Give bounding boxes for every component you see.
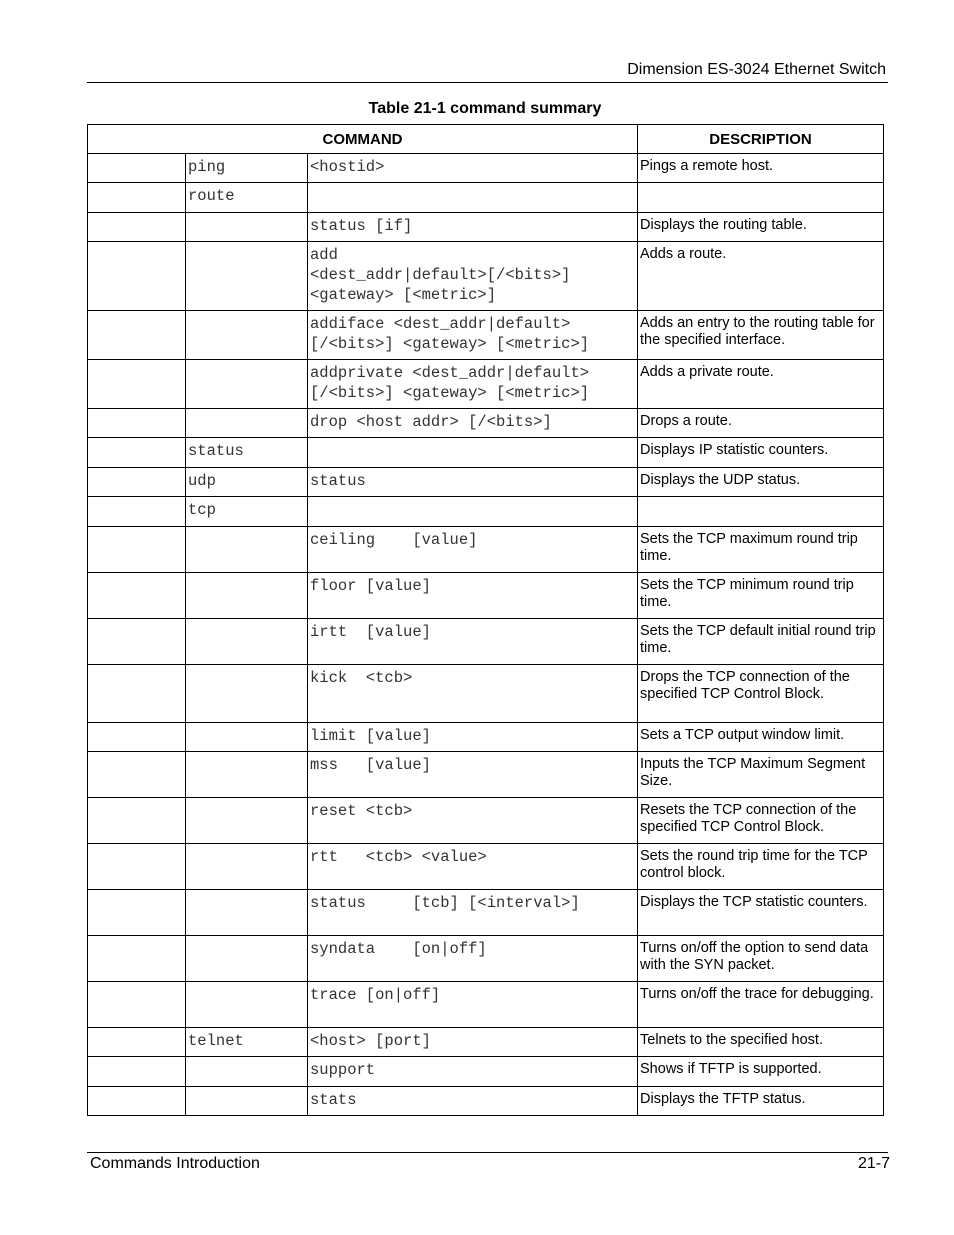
description-cell: Resets the TCP connection of the specified TCP Control Block. bbox=[638, 798, 884, 844]
description-cell: Sets the TCP default initial round trip time. bbox=[638, 619, 884, 665]
command-level-1-cell bbox=[88, 213, 186, 242]
description-cell: Drops the TCP connection of the specified TCP Control Block. bbox=[638, 665, 884, 723]
description-cell: Displays the UDP status. bbox=[638, 468, 884, 497]
table-row bbox=[88, 890, 884, 936]
description-cell: Turns on/off the trace for debugging. bbox=[638, 982, 884, 1028]
command-arguments-cell: addprivate <dest_addr|default> [/<bits>] <gateway> [<metric>] bbox=[308, 360, 638, 409]
command-level-2-cell bbox=[186, 936, 308, 982]
command-level-1-cell bbox=[88, 409, 186, 438]
command-arguments-cell: ceiling [value] bbox=[308, 527, 638, 573]
command-level-1-cell bbox=[88, 154, 186, 183]
description-cell: Adds a route. bbox=[638, 242, 884, 311]
description-cell: Inputs the TCP Maximum Segment Size. bbox=[638, 752, 884, 798]
description-cell: Sets a TCP output window limit. bbox=[638, 723, 884, 752]
table-row bbox=[88, 468, 884, 497]
command-arguments-cell: stats bbox=[308, 1087, 638, 1116]
command-arguments-cell: addiface <dest_addr|default> [/<bits>] <gateway> [<metric>] bbox=[308, 311, 638, 360]
command-level-2-cell bbox=[186, 723, 308, 752]
description-cell: Displays the TCP statistic counters. bbox=[638, 890, 884, 936]
command-arguments-cell: <host> [port] bbox=[308, 1028, 638, 1057]
table-row bbox=[88, 665, 884, 723]
description-cell bbox=[638, 497, 884, 527]
command-level-1-cell bbox=[88, 360, 186, 409]
table-header-row bbox=[88, 125, 884, 154]
command-arguments-cell: trace [on|off] bbox=[308, 982, 638, 1028]
description-cell: Shows if TFTP is supported. bbox=[638, 1057, 884, 1087]
command-arguments-cell: floor [value] bbox=[308, 573, 638, 619]
command-arguments-cell: limit [value] bbox=[308, 723, 638, 752]
command-arguments-cell: drop <host addr> [/<bits>] bbox=[308, 409, 638, 438]
command-level-2-cell bbox=[186, 311, 308, 360]
command-level-1-cell bbox=[88, 752, 186, 798]
description-cell: Adds an entry to the routing table for the specified interface. bbox=[638, 311, 884, 360]
command-level-1-cell bbox=[88, 468, 186, 497]
command-level-1-cell bbox=[88, 798, 186, 844]
command-arguments-cell: status [tcb] [<interval>] bbox=[308, 890, 638, 936]
command-level-2-cell: route bbox=[186, 183, 308, 213]
command-level-1-cell bbox=[88, 890, 186, 936]
command-level-2-cell bbox=[186, 242, 308, 311]
command-level-1-cell bbox=[88, 936, 186, 982]
command-level-2-cell: ping bbox=[186, 154, 308, 183]
command-level-2-cell bbox=[186, 573, 308, 619]
description-column-header: DESCRIPTION bbox=[638, 125, 884, 154]
table-row bbox=[88, 409, 884, 438]
command-level-1-cell bbox=[88, 1087, 186, 1116]
description-cell bbox=[638, 183, 884, 213]
command-level-1-cell bbox=[88, 723, 186, 752]
command-level-2-cell bbox=[186, 844, 308, 890]
command-level-1-cell bbox=[88, 183, 186, 213]
command-level-2-cell bbox=[186, 360, 308, 409]
table-row bbox=[88, 1057, 884, 1087]
command-level-2-cell bbox=[186, 619, 308, 665]
command-level-1-cell bbox=[88, 619, 186, 665]
description-cell: Sets the TCP minimum round trip time. bbox=[638, 573, 884, 619]
command-level-2-cell bbox=[186, 527, 308, 573]
command-level-2-cell: status bbox=[186, 438, 308, 468]
command-level-1-cell bbox=[88, 1057, 186, 1087]
footer-rule bbox=[87, 1152, 888, 1153]
command-arguments-cell: mss [value] bbox=[308, 752, 638, 798]
table-row bbox=[88, 497, 884, 527]
command-arguments-cell bbox=[308, 438, 638, 468]
description-cell: Telnets to the specified host. bbox=[638, 1028, 884, 1057]
command-level-2-cell bbox=[186, 409, 308, 438]
command-level-1-cell bbox=[88, 573, 186, 619]
table-row bbox=[88, 527, 884, 573]
table-row bbox=[88, 573, 884, 619]
table-row bbox=[88, 723, 884, 752]
command-level-2-cell: tcp bbox=[186, 497, 308, 527]
command-arguments-cell: support bbox=[308, 1057, 638, 1087]
table-row bbox=[88, 982, 884, 1028]
table-row bbox=[88, 1087, 884, 1116]
command-level-1-cell bbox=[88, 497, 186, 527]
command-level-1-cell bbox=[88, 665, 186, 723]
table-row bbox=[88, 438, 884, 468]
table-row bbox=[88, 154, 884, 183]
table-row bbox=[88, 752, 884, 798]
table-row bbox=[88, 213, 884, 242]
description-cell: Drops a route. bbox=[638, 409, 884, 438]
running-header: Dimension ES-3024 Ethernet Switch bbox=[627, 61, 886, 78]
command-level-2-cell bbox=[186, 890, 308, 936]
command-arguments-cell bbox=[308, 183, 638, 213]
command-arguments-cell bbox=[308, 497, 638, 527]
command-arguments-cell: <hostid> bbox=[308, 154, 638, 183]
table-caption: Table 21-1 command summary bbox=[368, 100, 602, 117]
command-arguments-cell: syndata [on|off] bbox=[308, 936, 638, 982]
description-cell: Pings a remote host. bbox=[638, 154, 884, 183]
command-arguments-cell: reset <tcb> bbox=[308, 798, 638, 844]
command-summary-table bbox=[87, 124, 884, 1116]
command-level-2-cell bbox=[186, 1057, 308, 1087]
command-level-1-cell bbox=[88, 844, 186, 890]
table-row bbox=[88, 619, 884, 665]
command-level-2-cell bbox=[186, 213, 308, 242]
description-cell: Adds a private route. bbox=[638, 360, 884, 409]
command-level-2-cell bbox=[186, 1087, 308, 1116]
footer-section-title: Commands Introduction bbox=[90, 1155, 260, 1172]
command-column-header: COMMAND bbox=[88, 125, 638, 154]
command-arguments-cell: kick <tcb> bbox=[308, 665, 638, 723]
table-row bbox=[88, 844, 884, 890]
command-level-1-cell bbox=[88, 438, 186, 468]
table-row bbox=[88, 242, 884, 311]
command-level-1-cell bbox=[88, 982, 186, 1028]
command-level-2-cell: udp bbox=[186, 468, 308, 497]
table-row bbox=[88, 311, 884, 360]
table-row bbox=[88, 360, 884, 409]
description-cell: Sets the TCP maximum round trip time. bbox=[638, 527, 884, 573]
table-row bbox=[88, 1028, 884, 1057]
footer-page-number: 21-7 bbox=[857, 1155, 890, 1172]
table-row bbox=[88, 183, 884, 213]
description-cell: Displays IP statistic counters. bbox=[638, 438, 884, 468]
command-arguments-cell: status [if] bbox=[308, 213, 638, 242]
command-arguments-cell: add <dest_addr|default>[/<bits>] <gateway> [<metric>] bbox=[308, 242, 638, 311]
command-level-1-cell bbox=[88, 527, 186, 573]
command-level-1-cell bbox=[88, 1028, 186, 1057]
table-row bbox=[88, 936, 884, 982]
command-level-2-cell bbox=[186, 982, 308, 1028]
description-cell: Turns on/off the option to send data with the SYN packet. bbox=[638, 936, 884, 982]
table-row bbox=[88, 798, 884, 844]
command-arguments-cell: rtt <tcb> <value> bbox=[308, 844, 638, 890]
command-level-2-cell bbox=[186, 798, 308, 844]
description-cell: Sets the round trip time for the TCP control block. bbox=[638, 844, 884, 890]
command-level-2-cell bbox=[186, 752, 308, 798]
command-level-2-cell: telnet bbox=[186, 1028, 308, 1057]
header-rule bbox=[87, 82, 888, 83]
command-level-2-cell bbox=[186, 665, 308, 723]
command-arguments-cell: irtt [value] bbox=[308, 619, 638, 665]
command-level-1-cell bbox=[88, 311, 186, 360]
table-body bbox=[88, 154, 884, 1116]
description-cell: Displays the TFTP status. bbox=[638, 1087, 884, 1116]
description-cell: Displays the routing table. bbox=[638, 213, 884, 242]
command-level-1-cell bbox=[88, 242, 186, 311]
command-arguments-cell: status bbox=[308, 468, 638, 497]
